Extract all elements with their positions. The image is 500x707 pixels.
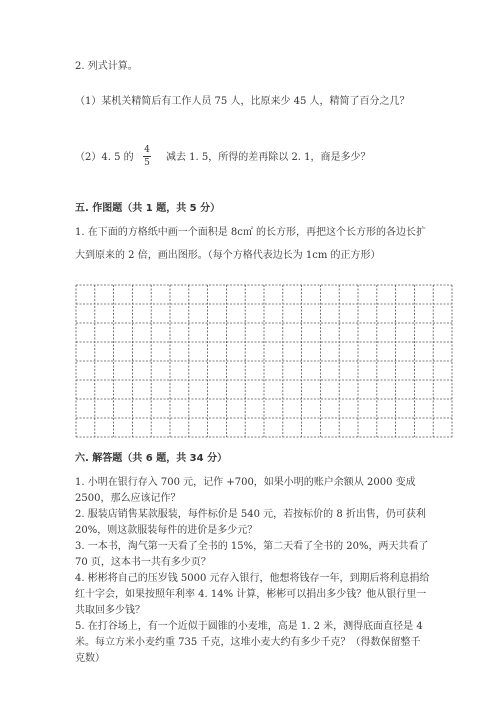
drawing-grid[interactable] [75, 284, 453, 438]
question-text: 1. 小明在银行存入 700 元，记作 +700，如果小明的账户余额从 2000 变成 [75, 477, 416, 488]
question-text: 3. 一本书，淘气第一天看了全书的 15%，第二天看了全书的 20%，两天共看了 [75, 541, 429, 552]
question-text: 20%，则这款服装每件的进价是多少元？ [75, 525, 258, 536]
question-text: 大到原来的 2 倍，画出图形。（每个方格代表边长为 1cm 的正方形） [75, 250, 381, 261]
fraction-denominator: 5 [144, 158, 150, 168]
fraction-bar [143, 156, 151, 157]
question-text: 共取回多少钱？ [75, 605, 145, 616]
question-text-prefix: （2）4. 5 的 [75, 152, 134, 163]
sub-question-title: 2. 列式计算。 [75, 61, 138, 72]
section-heading: 五. 作图题（共 1 题，共 5 分） [75, 203, 221, 214]
question-text: 4. 彬彬将自己的压岁钱 5000 元存入银行，他想将钱存一年，到期后将利息捐给 [75, 573, 430, 584]
question-text-suffix: 减去 1. 5，所得的差再除以 2. 1，商是多少？ [166, 152, 371, 163]
question-text: 2. 服装店销售某款服装，每件标价是 540 元，若按标价的 8 折出售，仍可获利 [75, 509, 426, 520]
question-text: 米。每立方米小麦约重 735 千克，这堆小麦大约有多少千克？（得数保留整千 [75, 637, 421, 648]
question-text: 1. 在下面的方格纸中画一个面积是 8c㎡ 的长方形，再把这个长方形的各边长扩 [75, 227, 427, 238]
fraction-numerator: 4 [144, 145, 150, 155]
section-heading: 六. 解答题（共 6 题，共 34 分） [75, 453, 228, 464]
question-text: 克数） [75, 653, 105, 664]
question-text: 5. 在打谷场上，有一个近似于圆锥的小麦堆，高是 1. 2 米，测得底面直径是 4 [75, 621, 423, 632]
question-text: 70 页，这本书一共有多少页？ [75, 557, 211, 568]
question-text: 红十字会，如果按照年利率 4. 14% 计算，彬彬可以捐出多少钱？他从银行里一 [75, 589, 427, 600]
question-text: （1）某机关精简后有工作人员 75 人，比原来少 45 人，精简了百分之几？ [75, 96, 410, 107]
question-text: 2500，那么应该记作？ [75, 493, 181, 504]
fraction [142, 145, 152, 168]
